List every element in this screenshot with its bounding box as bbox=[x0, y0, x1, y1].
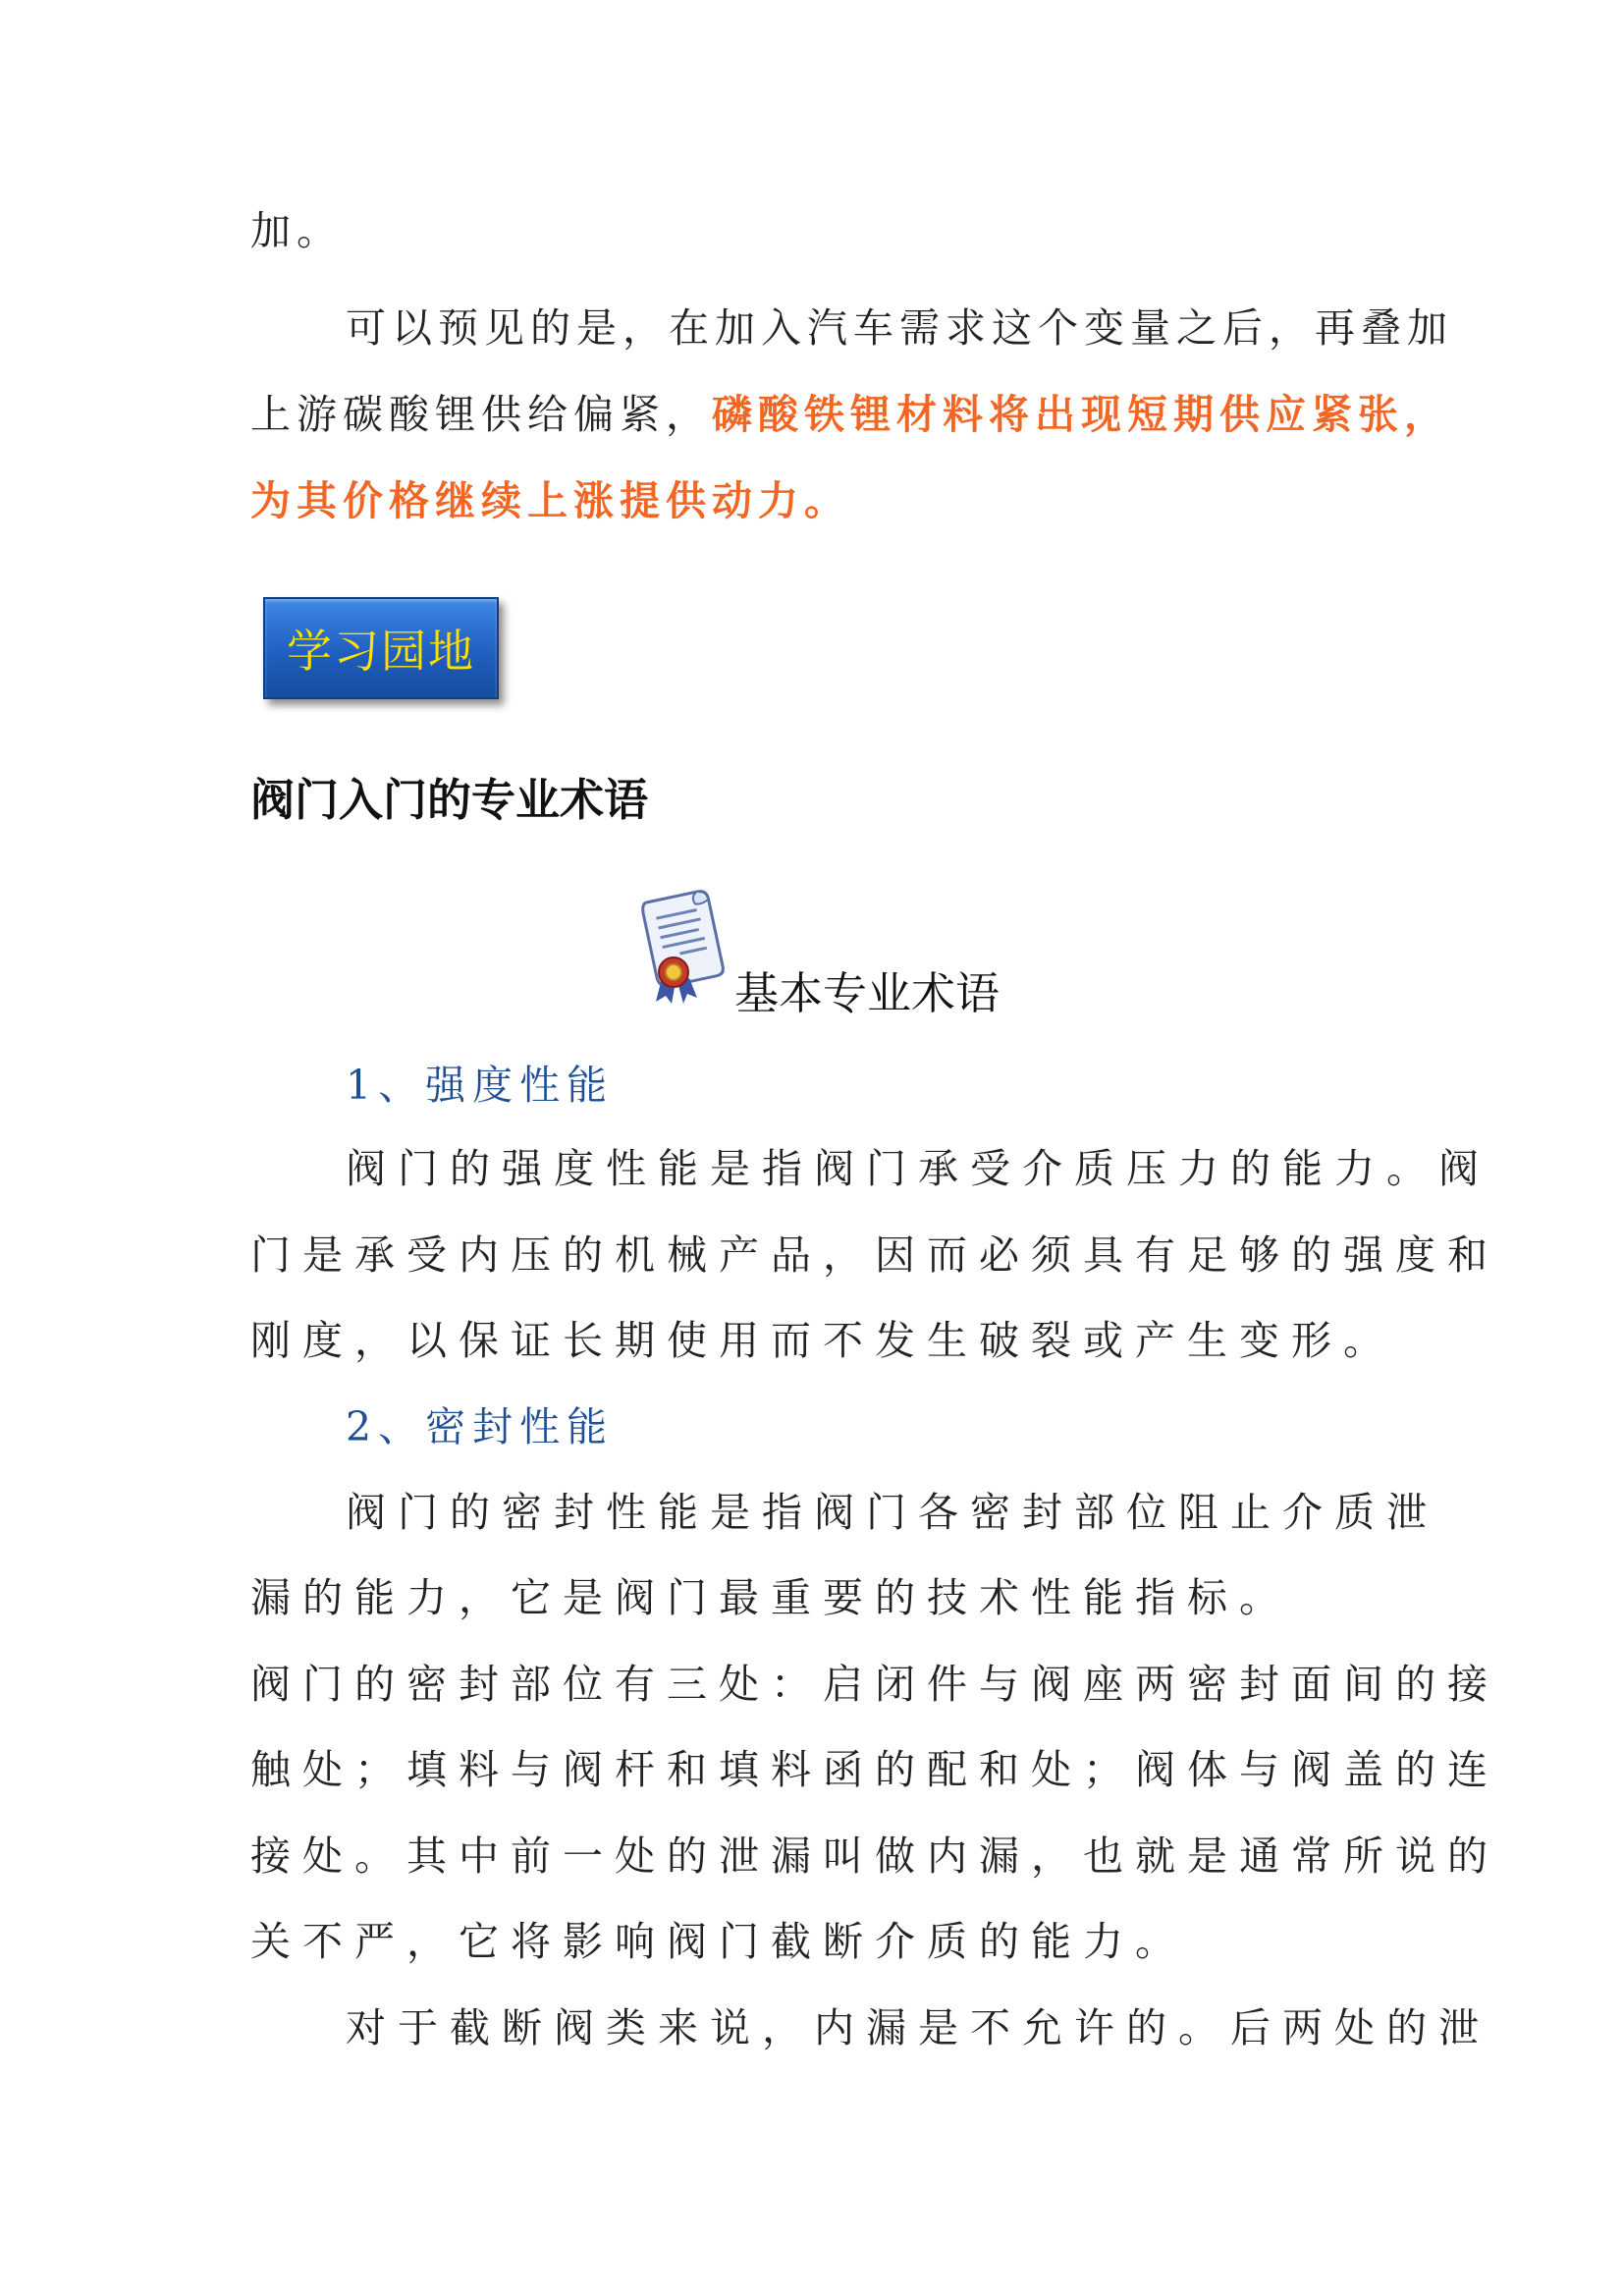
article-title: 阀门入门的专业术语 bbox=[250, 774, 649, 826]
paragraph-text: 漏的能力，它是阀门最重要的技术性能指标。 bbox=[250, 1574, 1291, 1621]
paragraph-text: 关不严，它将影响阀门截断介质的能力。 bbox=[250, 1918, 1187, 1965]
subhead-sealing: 2、密封性能 bbox=[346, 1403, 615, 1450]
paragraph-line bbox=[250, 385, 1450, 444]
paragraph-line bbox=[346, 1139, 1490, 1198]
paragraph-line bbox=[250, 1912, 1389, 1971]
highlighted-text: 磷酸铁锂材料将出现短期供应紧张， bbox=[712, 391, 1450, 438]
paragraph-text: 阀门的密封部位有三处：启闭件与阀座两密封面间的接 bbox=[250, 1661, 1499, 1708]
paragraph-line bbox=[250, 1568, 1389, 1627]
paragraph-line bbox=[346, 1483, 1438, 1542]
certificate-icon bbox=[638, 888, 729, 1006]
paragraph-text: 门是承受内压的机械产品，因而必须具有足够的强度和 bbox=[250, 1231, 1499, 1279]
paragraph-text: 触处；填料与阀杆和填料函的配和处；阀体与阀盖的连 bbox=[250, 1746, 1499, 1793]
paragraph-text: 阀门的密封性能是指阀门各密封部位阻止介质泄 bbox=[346, 1489, 1438, 1536]
subhead-strength: 1、强度性能 bbox=[346, 1062, 615, 1109]
paragraph-text: 阀门的强度性能是指阀门承受介质压力的能力。阀 bbox=[346, 1145, 1490, 1192]
paragraph-line bbox=[250, 1226, 1499, 1285]
paragraph-text: 可以预见的是，在加入汽车需求这个变量之后，再叠加 bbox=[346, 304, 1453, 352]
study-corner-button[interactable]: 学习园地 bbox=[263, 597, 499, 699]
section-title: 基本专业术语 bbox=[734, 967, 1001, 1019]
paragraph-text: 上游碳酸锂供给偏紧， bbox=[250, 391, 712, 438]
paragraph-line bbox=[250, 1311, 1395, 1370]
paragraph-line bbox=[250, 1655, 1499, 1714]
paragraph-text: 对于截断阀类来说，内漏是不允许的。后两处的泄 bbox=[346, 2004, 1490, 2051]
paragraph-text: 接处。其中前一处的泄漏叫做内漏，也就是通常所说的 bbox=[250, 1832, 1499, 1880]
paragraph-line bbox=[250, 471, 1389, 530]
paragraph-line bbox=[250, 1740, 1499, 1799]
paragraph-line bbox=[250, 1827, 1499, 1886]
paragraph-line bbox=[346, 1998, 1490, 2057]
paragraph-text: 刚度，以保证长期使用而不发生破裂或产生变形。 bbox=[250, 1317, 1395, 1364]
paragraph-line bbox=[250, 201, 1389, 260]
paragraph-line bbox=[346, 299, 1453, 357]
paragraph-text: 加。 bbox=[250, 207, 343, 254]
highlighted-text: 为其价格继续上涨提供动力。 bbox=[250, 477, 850, 524]
